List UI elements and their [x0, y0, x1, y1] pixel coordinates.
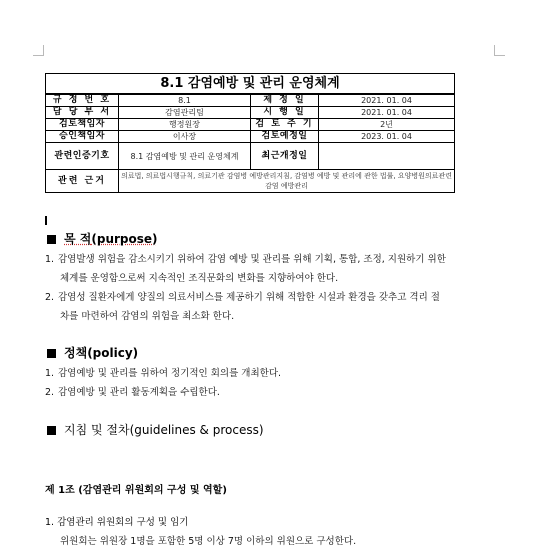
policy-item-1: 1. 감염예방 및 관리를 위하여 정기적인 회의를 개최한다.: [45, 368, 282, 379]
document-title: 8.1 감염예방 및 관리 운영체계: [46, 74, 455, 95]
label-regulation-number: 규 정 번 호: [46, 94, 119, 107]
article-1-title: 제 1조 (감염관리 위원회의 구성 및 역할): [45, 485, 227, 496]
article-1-partial-line: 위원회는 위원장 1명을 포함한 5명 이상 7명 이하의 위원으로 구성한다.: [60, 536, 357, 547]
value-enacted-date: 2021. 01. 04: [319, 94, 455, 107]
text-cursor: [45, 216, 47, 225]
document-info-table: [45, 73, 455, 193]
label-department: 담 당 부 서: [46, 107, 119, 119]
label-approver: 승인책임자: [46, 131, 119, 143]
article-1-item-1: 1. 감염관리 위원회의 구성 및 임기: [45, 517, 189, 528]
label-review-cycle: 검 토 주 기: [251, 119, 319, 131]
value-effective-date: 2021. 01. 04: [319, 107, 455, 119]
crop-mark-top-right: [494, 45, 505, 56]
label-related-basis: 관련 근거: [46, 170, 119, 193]
policy-item-2: 2. 감염예방 및 관리 활동계획을 수립한다.: [45, 387, 220, 398]
label-reviewer: 검토책임자: [46, 119, 119, 131]
crop-mark-top-left: [33, 45, 44, 56]
label-effective-date: 시 행 일: [251, 107, 319, 119]
square-bullet-icon: [47, 235, 56, 244]
purpose-item-2: 2. 감염성 질환자에게 양질의 의료서비스를 제공하기 위해 적합한 시설과 환경을 갖추고 격리 절 차를 마련하여 감염의 위험을 최소화 한다.: [45, 292, 440, 322]
label-cert-code: 관련인증기호: [46, 143, 119, 170]
value-review-cycle: 2년: [319, 119, 455, 131]
square-bullet-icon: [47, 349, 56, 358]
policy-heading: 정책(policy): [47, 345, 138, 361]
value-department: 감염관리팀: [119, 107, 251, 119]
label-last-revised: 최근개정일: [251, 143, 319, 170]
guidelines-heading: 지침 및 절차(guidelines & process): [47, 422, 264, 438]
value-approver: 이사장: [119, 131, 251, 143]
value-related-basis: 의료법, 의료법시행규칙, 의료기관 감염병 예방관리지침, 감염병 예방 및 관리에 관한 법률, 요양병원의료관련감염 예방관리: [119, 170, 455, 193]
square-bullet-icon: [47, 426, 56, 435]
label-next-review-date: 검토예정일: [251, 131, 319, 143]
value-last-revised: [319, 143, 455, 170]
value-next-review-date: 2023. 01. 04: [319, 131, 455, 143]
label-enacted-date: 제 정 일: [251, 94, 319, 107]
value-cert-code: 8.1 감염예방 및 관리 운영체계: [119, 143, 251, 170]
purpose-heading: 목 적(purpose): [47, 231, 158, 247]
value-regulation-number: 8.1: [119, 94, 251, 107]
purpose-item-1: 1. 감염발생 위험을 감소시키기 위하여 감염 예방 및 관리를 위해 기획, 통합, 조정, 지원하기 위한 체계를 운영함으로써 지속적인 조직문화의 변화를 지향하여야 한다.: [45, 254, 446, 284]
value-reviewer: 행정원장: [119, 119, 251, 131]
